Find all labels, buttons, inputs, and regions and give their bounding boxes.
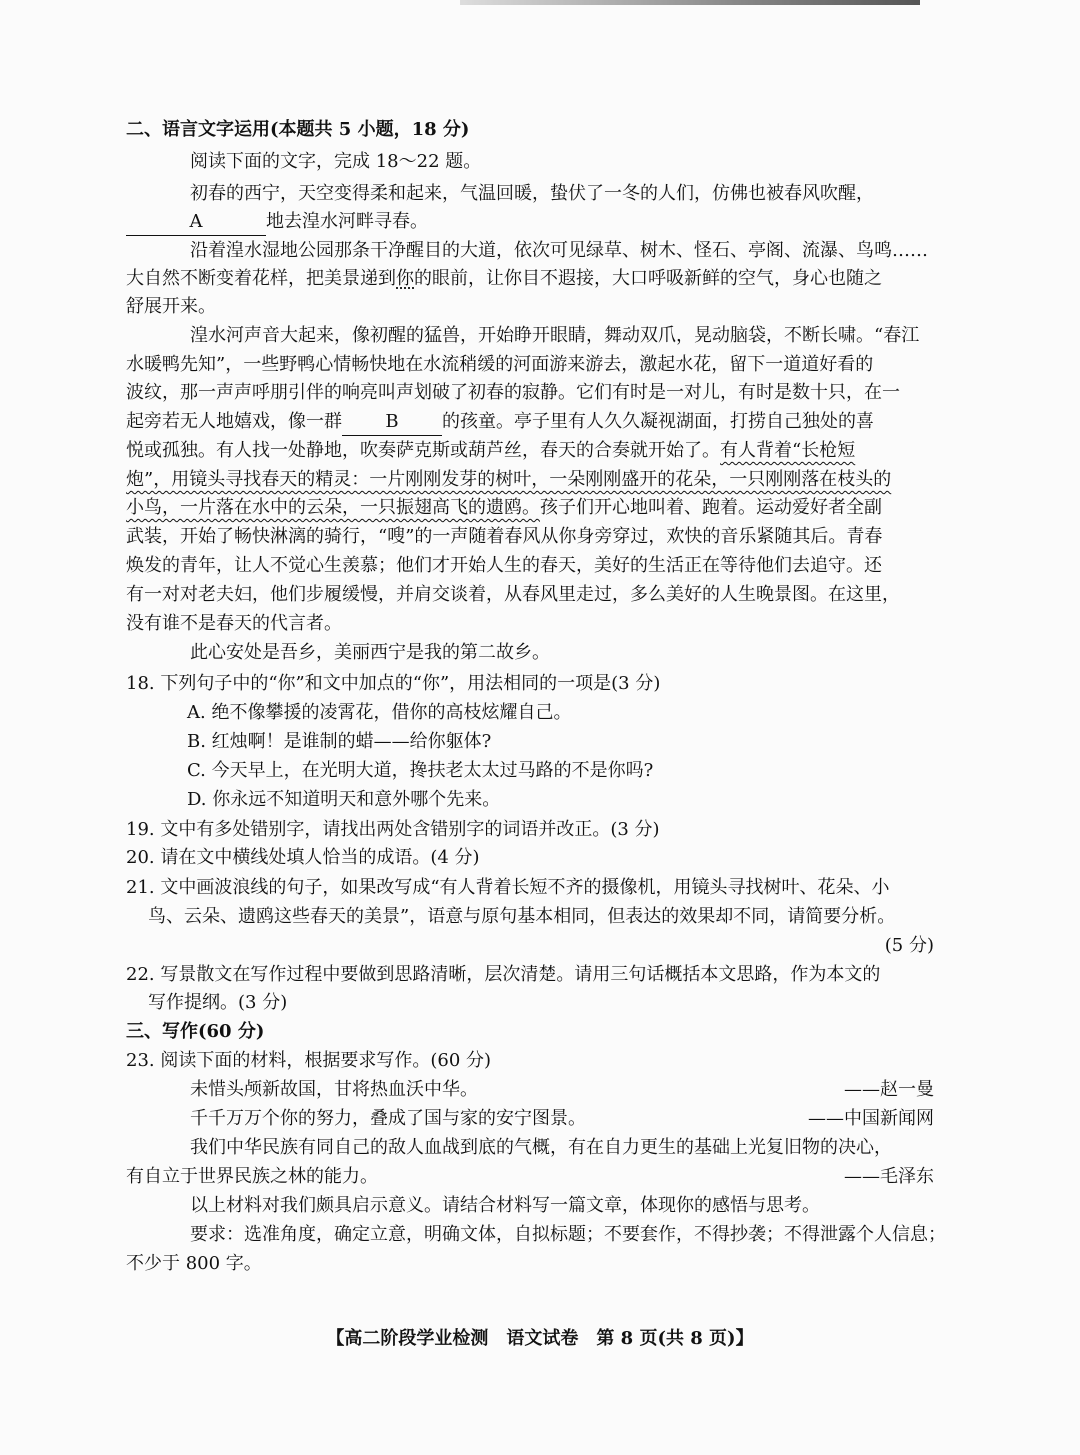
question-21-score: (5 分) — [884, 935, 934, 956]
option-a: A. 绝不像攀援的凌霄花，借你的高枝炫耀自己。 — [187, 702, 572, 723]
passage-line — [0, 467, 1080, 493]
question-21-cont: 鸟、云朵、遗鸥这些春天的美景”，语意与原句基本相同，但表达的效果却不同，请简要分析。 — [148, 906, 896, 927]
question-21: 21. 文中画波浪线的句子，如果改写成“有人背着长短不齐的摄像机，用镜头寻找树叶、花朵、小 — [126, 877, 890, 898]
blank-a: A — [126, 209, 266, 236]
passage-line — [0, 495, 1080, 521]
passage-line: 水暖鸭先知”，一些野鸭心情畅快地在水流稍缓的河面游来游去，激起水花，留下一道道好看的 — [126, 354, 874, 375]
passage-line: 焕发的青年，让人不觉心生羡慕；他们才开始人生的春天，美好的生活正在等待他们去追守。还 — [126, 555, 882, 576]
material-quote: 我们中华民族有同自己的敌人血战到底的气概，有在自力更生的基础上光复旧物的决心， — [190, 1137, 892, 1158]
material-quote: 千千万万个你的努力，叠成了国与家的安宁图景。 — [190, 1108, 586, 1129]
passage-text: 的孩童。亭子里有人久久凝视湖面，打捞自己独处的喜 — [442, 411, 874, 432]
wavy-sentence: 炮”，用镜头寻找春天的精灵：一片刚刚发芽的树叶，一朵刚刚盛开的花朵，一只刚刚落在枝头的 — [126, 469, 892, 490]
blank-b: B — [342, 409, 442, 436]
passage-line: 湟水河声音大起来，像初醒的猛兽，开始睁开眼睛，舞动双爪，晃动脑袋，不断长啸。“春江 — [190, 325, 920, 346]
passage-line — [0, 209, 1080, 236]
passage-line — [0, 266, 1080, 292]
material-quote: 未惜头颅新故国，甘将热血沃中华。 — [190, 1079, 478, 1100]
writing-requirements-cont: 不少于 800 字。 — [126, 1253, 262, 1274]
section-3-heading: 三、写作(60 分) — [126, 1021, 265, 1042]
writing-prompt: 以上材料对我们颇具启示意义。请结合材料写一篇文章，体现你的感悟与思考。 — [190, 1195, 820, 1216]
question-19: 19. 文中有多处错别字，请找出两处含错别字的词语并改正。(3 分) — [126, 819, 660, 840]
passage-line: 有一对对老夫妇，他们步履缓慢，并肩交谈着，从春风里走过，多么美好的人生晚景图。在这里， — [126, 584, 900, 605]
passage-text: 地去湟水河畔寻春。 — [266, 211, 428, 232]
wavy-sentence: 有人背着“长枪短 — [720, 440, 856, 461]
passage-line: 初春的西宁，天空变得柔和起来，气温回暖，蛰伏了一冬的人们，仿佛也被春风吹醒， — [190, 183, 874, 204]
passage-line: 舒展开来。 — [126, 296, 216, 317]
quote-source: ——毛泽东 — [844, 1166, 934, 1187]
passage-text: 孩子们开心地叫着、跑着。运动爱好者全副 — [540, 497, 882, 518]
material-quote-cont: 有自立于世界民族之林的能力。 — [126, 1166, 378, 1187]
passage-text: 的眼前，让你目不遐接，大口呼吸新鲜的空气，身心也随之 — [414, 268, 882, 289]
option-c: C. 今天早上，在光明大道，搀扶老太太过马路的不是你吗? — [187, 760, 654, 781]
dotted-you: 你 — [396, 268, 414, 289]
passage-line: 此心安处是吾乡，美丽西宁是我的第二故乡。 — [190, 642, 550, 663]
quote-source: ——中国新闻网 — [808, 1108, 934, 1129]
option-b: B. 红烛啊！是谁制的蜡——给你躯体? — [187, 731, 492, 752]
passage-text: 起旁若无人地嬉戏，像一群 — [126, 411, 342, 432]
question-23: 23. 阅读下面的材料，根据要求写作。(60 分) — [126, 1050, 492, 1071]
question-20: 20. 请在文中横线处填人恰当的成语。(4 分) — [126, 847, 480, 868]
question-22-cont: 写作提纲。(3 分) — [148, 992, 288, 1013]
section-2-heading: 二、语言文字运用(本题共 5 小题，18 分) — [126, 119, 470, 140]
passage-line: 波纹，那一声声呼朋引伴的响亮叫声划破了初春的寂静。它们有时是一对儿，有时是数十只，在一 — [126, 382, 900, 403]
passage-line: 没有谁不是春天的代言者。 — [126, 613, 342, 634]
passage-text: 悦或孤独。有人找一处静地，吹奏萨克斯或葫芦丝，春天的合奏就开始了。 — [126, 440, 720, 461]
option-d: D. 你永远不知道明天和意外哪个先来。 — [187, 789, 501, 810]
page-footer: 【高二阶段学业检测 语文试卷 第 8 页(共 8 页)】 — [326, 1328, 754, 1349]
quote-source: ——赵一曼 — [844, 1079, 934, 1100]
wavy-sentence: 小鸟，一片落在水中的云朵，一只振翅高飞的遗鸥。 — [126, 497, 540, 518]
passage-line — [0, 438, 1080, 464]
passage-line: 沿着湟水湿地公园那条干净醒目的大道，依次可见绿草、树木、怪石、亭阁、流瀑、鸟鸣…… — [190, 240, 928, 261]
passage-text: 大自然不断变着花样，把美景递到 — [126, 268, 396, 289]
passage-line — [0, 409, 1080, 436]
writing-requirements: 要求：选准角度，确定立意，明确文体，自拟标题；不要套作，不得抄袭；不得泄露个人信息； — [190, 1224, 946, 1245]
question-18: 18. 下列句子中的“你”和文中加点的“你”，用法相同的一项是(3 分) — [126, 673, 661, 694]
question-22: 22. 写景散文在写作过程中要做到思路清晰，层次清楚。请用三句话概括本文思路，作为本文的 — [126, 964, 881, 985]
reading-instruction: 阅读下面的文字，完成 18～22 题。 — [190, 151, 482, 172]
passage-line: 武装，开始了畅快淋漓的骑行，“嗖”的一声随着春风从你身旁穿过，欢快的音乐紧随其后。青春 — [126, 526, 883, 547]
